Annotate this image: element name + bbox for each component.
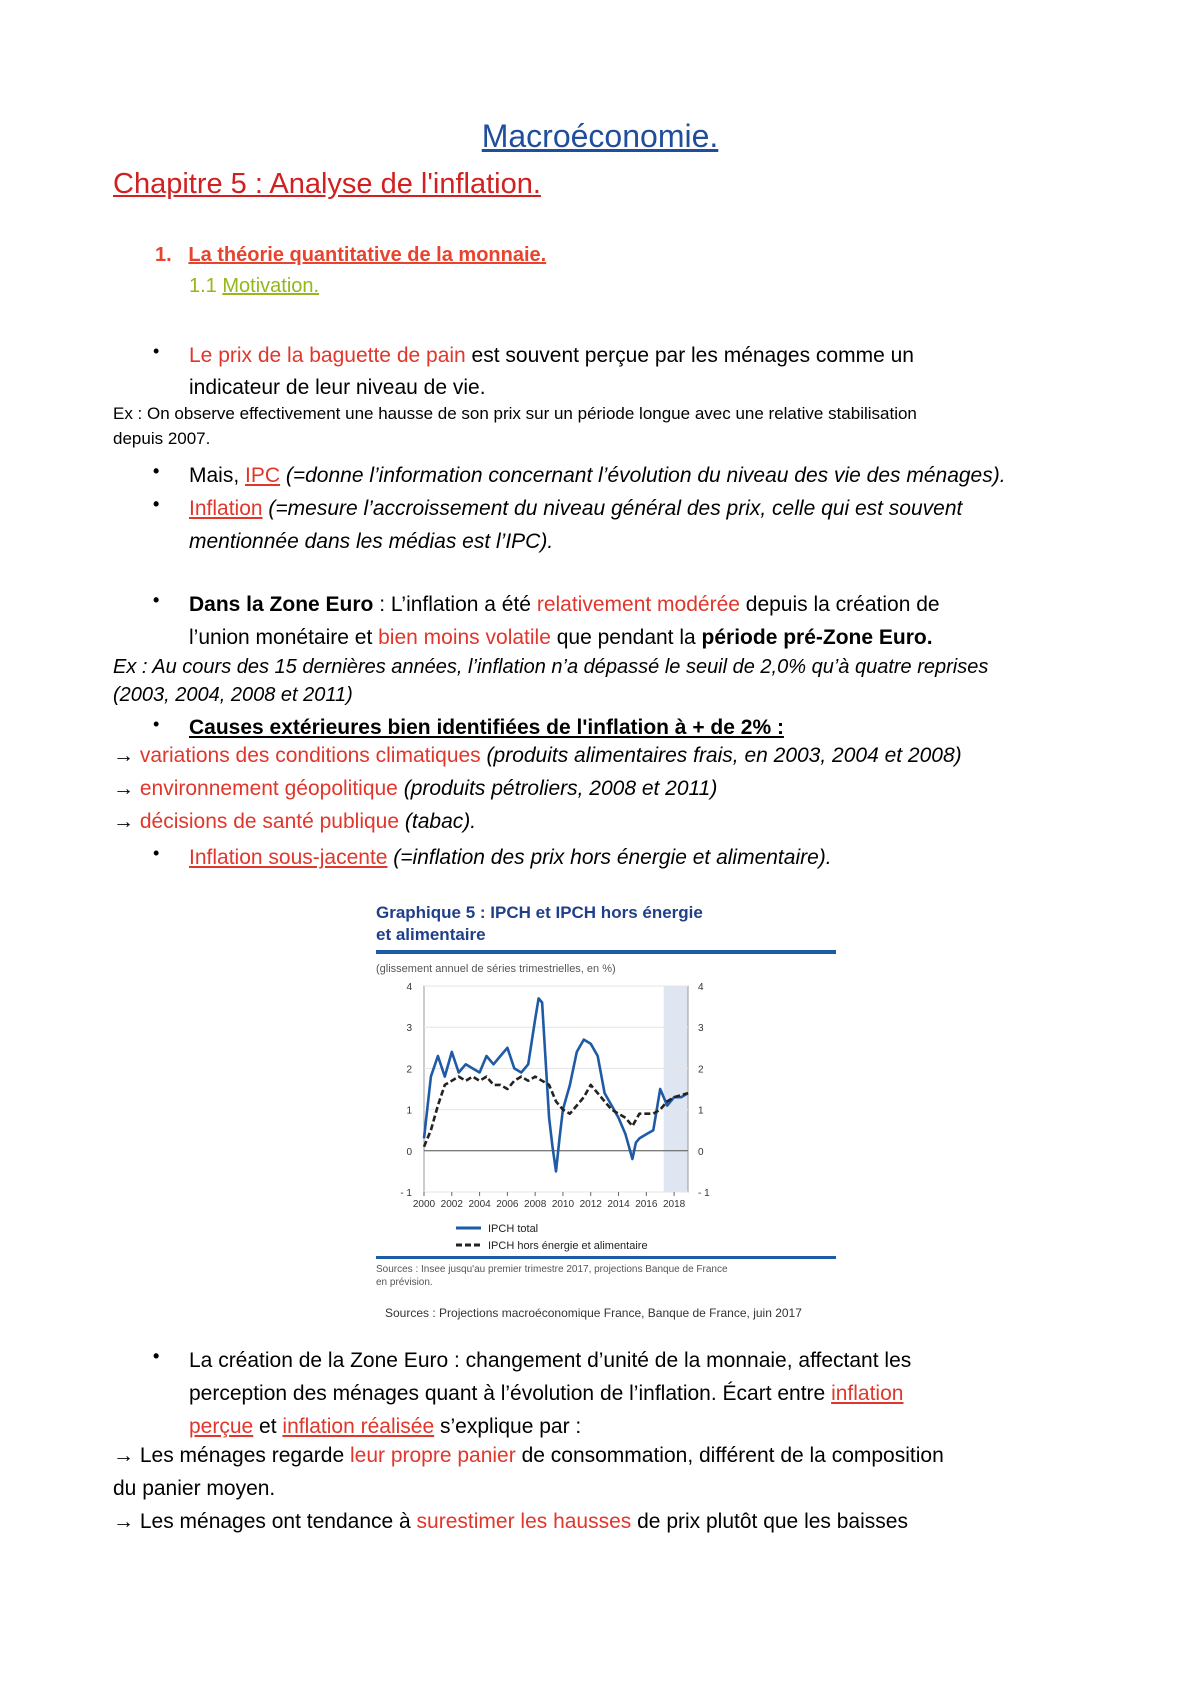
paragraph-baguette-line2: indicateur de leur niveau de vie. xyxy=(189,376,486,399)
subsection-1-1-number: 1.1 xyxy=(189,275,217,297)
forecast-shading xyxy=(664,986,688,1192)
y-tick-label-right: 4 xyxy=(698,982,704,993)
paragraph-euro-creation-line2 xyxy=(189,1378,903,1410)
x-tick-label: 2012 xyxy=(579,1199,602,1210)
zone-euro-t2: depuis la création de xyxy=(739,593,940,616)
realized-inflation-term: inflation réalisée xyxy=(282,1415,435,1438)
ipc-pre: Mais, xyxy=(189,464,246,487)
section-1-heading xyxy=(155,244,546,267)
arrow-item-highlight: surestimer les hausses xyxy=(416,1510,632,1533)
arrow-item-panier-line2: du panier moyen. xyxy=(113,1477,276,1500)
x-tick-label: 2014 xyxy=(607,1199,630,1210)
paragraph-ipc xyxy=(189,460,1006,492)
paragraph-zone-euro xyxy=(189,589,940,621)
arrow-item-hausses xyxy=(113,1510,908,1534)
ipc-definition: (=donne l’information concernant l’évolution du niveau des vie des ménages). xyxy=(280,464,1006,487)
y-tick-label-left: 4 xyxy=(406,982,412,993)
x-tick-label: 2002 xyxy=(440,1199,463,1210)
y-tick-label-left: 1 xyxy=(406,1105,412,1117)
zone-euro-red2: bien moins volatile xyxy=(378,626,551,649)
legend-label-ipch-total: IPCH total xyxy=(488,1223,539,1235)
example-1-line2: depuis 2007. xyxy=(113,429,211,448)
x-tick-label: 2010 xyxy=(551,1199,575,1210)
causes-heading: Causes extérieures bien identifiées de l'inflation à + de 2% : xyxy=(189,716,784,739)
subsection-1-1-label: Motivation. xyxy=(222,275,320,297)
baguette-text: est souvent perçue par les ménages comme un xyxy=(465,344,914,367)
chart-subtitle: (glissement annuel de séries trimestrielles, en %) xyxy=(376,963,616,975)
bullet-marker: • xyxy=(153,461,160,481)
cause-item xyxy=(113,777,717,801)
cause-detail: (produits pétroliers, 2008 et 2011) xyxy=(397,777,718,800)
x-tick-label: 2016 xyxy=(635,1199,658,1210)
paragraph-inflation xyxy=(189,493,962,525)
section-1-label: La théorie quantitative de la monnaie. xyxy=(188,244,547,266)
paragraph-baguette xyxy=(189,340,914,372)
x-tick-label: 2008 xyxy=(524,1199,547,1210)
chart-source-note-line2: en prévision. xyxy=(376,1277,433,1288)
euro-creation-l2a: perception des ménages quant à l’évolution de l’inflation. Écart entre xyxy=(189,1382,832,1405)
arrow-item-highlight: leur propre panier xyxy=(349,1444,516,1467)
chart-title-line2: et alimentaire xyxy=(376,925,486,944)
y-tick-label-left: 3 xyxy=(406,1023,412,1035)
y-tick-label-right: 0 xyxy=(698,1146,704,1158)
figure-caption-source: Sources : Projections macroéconomique France, Banque de France, juin 2017 xyxy=(385,1306,802,1320)
example-2-line1: Ex : Au cours des 15 dernières années, l’inflation n’a dépassé le seuil de 2,0% qu’à quatre reprises xyxy=(113,656,989,678)
y-tick-label-left: 0 xyxy=(406,1146,412,1158)
y-tick-label-right: 2 xyxy=(698,1064,704,1076)
inflation-definition: (=mesure l’accroissement du niveau général des prix, celle qui est souvent xyxy=(262,497,963,520)
arrow-item-text: → Les ménages regarde xyxy=(113,1444,350,1467)
perceived-inflation-term-a: inflation xyxy=(831,1382,904,1405)
cause-highlight: variations des conditions climatiques xyxy=(139,744,481,767)
paragraph-inflation-line2: mentionnée dans les médias est l’IPC). xyxy=(189,530,554,553)
legend-label-ipch-core: IPCH hors énergie et alimentaire xyxy=(488,1240,648,1252)
cause-highlight: décisions de santé publique xyxy=(139,810,400,833)
zone-euro-l2b: que pendant la xyxy=(550,626,702,649)
zone-euro-bold: Dans la Zone Euro xyxy=(189,593,374,616)
bullet-marker: • xyxy=(153,494,160,514)
arrow-item-panier xyxy=(113,1444,944,1468)
cause-item xyxy=(113,810,476,834)
y-tick-label-left: 2 xyxy=(406,1064,412,1076)
and-text: et xyxy=(253,1415,283,1438)
x-tick-label: 2000 xyxy=(412,1199,436,1210)
example-2-line2: (2003, 2004, 2008 et 2011) xyxy=(113,684,353,706)
perceived-inflation-term-b: perçue xyxy=(189,1415,254,1438)
bullet-marker: • xyxy=(153,1346,160,1366)
zone-euro-l2a: l’union monétaire et xyxy=(189,626,379,649)
arrow-glyph: → xyxy=(113,744,140,767)
ipc-term: IPC xyxy=(245,464,281,487)
inflation-term: Inflation xyxy=(189,497,263,520)
bullet-marker: • xyxy=(153,341,160,361)
zone-euro-red1: relativement modérée xyxy=(536,593,740,616)
euro-creation-end: s’explique par : xyxy=(434,1415,582,1438)
y-tick-label-right: - 1 xyxy=(698,1188,710,1199)
chart-footer-rule xyxy=(376,1256,836,1259)
chart-title-line1: Graphique 5 : IPCH et IPCH hors énergie xyxy=(376,903,703,922)
baguette-highlight: Le prix de la baguette de pain xyxy=(189,344,466,367)
bullet-marker: • xyxy=(153,843,160,863)
subsection-1-1-heading xyxy=(189,275,319,298)
bullet-marker: • xyxy=(153,714,160,734)
zone-euro-t1: : L’inflation a été xyxy=(373,593,537,616)
y-tick-label-right: 3 xyxy=(698,1023,704,1035)
underlying-inflation-definition: (=inflation des prix hors énergie et alimentaire). xyxy=(387,846,832,869)
cause-detail: (produits alimentaires frais, en 2003, 2004 et 2008) xyxy=(480,744,962,767)
chapter-heading: Chapitre 5 : Analyse de l'inflation. xyxy=(113,168,541,200)
series-line-ipch-total xyxy=(424,998,688,1171)
chart-header-rule xyxy=(376,950,836,954)
paragraph-euro-creation: La création de la Zone Euro : changement d’unité de la monnaie, affectant les xyxy=(189,1349,912,1372)
zone-euro-bold2: période pré-Zone Euro. xyxy=(701,626,933,649)
bullet-marker: • xyxy=(153,590,160,610)
cause-detail: (tabac). xyxy=(399,810,477,833)
chart-plot-area xyxy=(400,982,710,1210)
arrow-glyph: → xyxy=(113,810,140,833)
arrow-glyph: → xyxy=(113,777,140,800)
paragraph-zone-euro-line2 xyxy=(189,622,933,654)
cause-highlight: environnement géopolitique xyxy=(139,777,398,800)
arrow-item-text: → Les ménages ont tendance à xyxy=(113,1510,417,1533)
example-1-line1: Ex : On observe effectivement une hausse de son prix sur un période longue avec une relative stabilisation xyxy=(113,404,917,423)
series-line-ipch-core xyxy=(424,1077,688,1147)
y-tick-label-right: 1 xyxy=(698,1105,704,1117)
document-title: Macroéconomie. xyxy=(481,118,719,154)
ipch-chart xyxy=(376,900,836,1320)
x-tick-label: 2004 xyxy=(468,1199,491,1210)
cause-item xyxy=(113,744,962,768)
chart-source-note-line1: Sources : Insee jusqu'au premier trimestre 2017, projections Banque de France xyxy=(376,1264,728,1275)
x-tick-label: 2006 xyxy=(496,1199,519,1210)
paragraph-underlying-inflation xyxy=(189,842,832,874)
arrow-item-rest: de consommation, différent de la composition xyxy=(515,1444,944,1467)
section-1-number: 1. xyxy=(155,244,172,266)
paragraph-euro-creation-line3 xyxy=(189,1411,581,1443)
y-tick-label-left: - 1 xyxy=(400,1188,412,1199)
arrow-item-rest: de prix plutôt que les baisses xyxy=(631,1510,908,1533)
chart-legend xyxy=(456,1223,648,1252)
x-tick-label: 2018 xyxy=(662,1199,686,1210)
underlying-inflation-term: Inflation sous-jacente xyxy=(189,846,388,869)
